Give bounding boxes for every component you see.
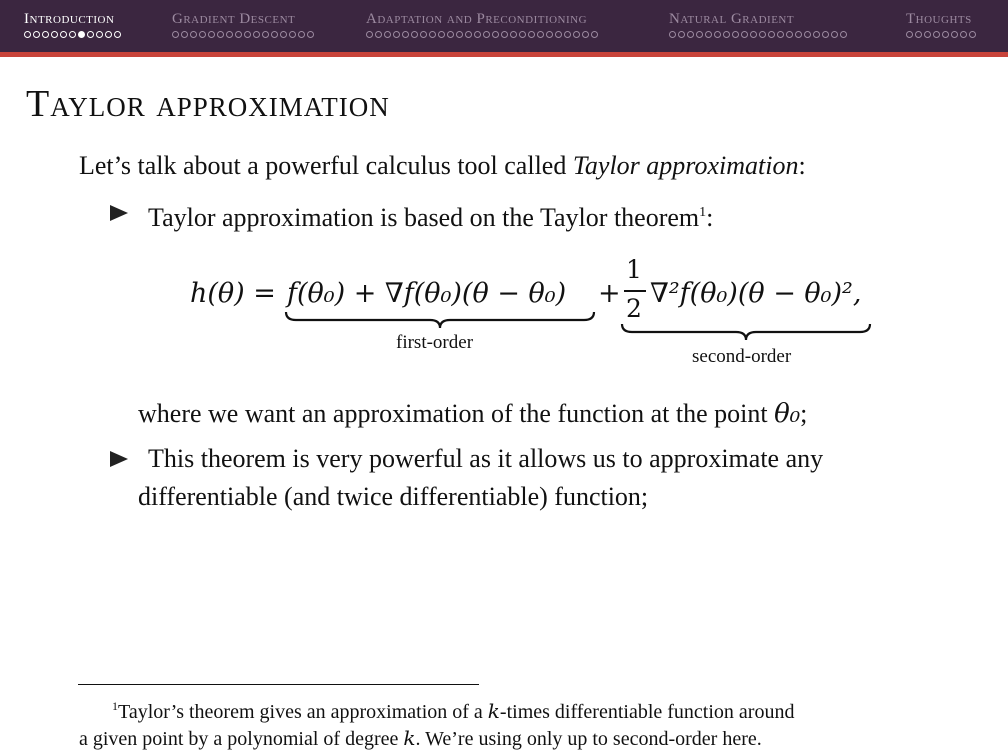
current-slide-dot[interactable] bbox=[78, 31, 85, 38]
footnote-line1-a: Taylor’s theorem gives an approximation of a bbox=[118, 701, 488, 723]
slide-dot[interactable] bbox=[696, 31, 703, 38]
slide-dot[interactable] bbox=[705, 31, 712, 38]
slide-dot[interactable] bbox=[172, 31, 179, 38]
slide-dot[interactable] bbox=[942, 31, 949, 38]
first-order-underbrace bbox=[284, 310, 596, 330]
nav-progress-dots bbox=[669, 31, 847, 38]
slide-dot[interactable] bbox=[759, 31, 766, 38]
where-text-line bbox=[138, 398, 807, 430]
nav-progress-dots bbox=[172, 31, 314, 38]
slide-dot[interactable] bbox=[253, 31, 260, 38]
slide-dot[interactable] bbox=[786, 31, 793, 38]
slide-dot[interactable] bbox=[510, 31, 517, 38]
bullet1-text: Taylor approximation is based on the Taylor theorem bbox=[148, 203, 700, 232]
slide-dot[interactable] bbox=[447, 31, 454, 38]
slide-dot[interactable] bbox=[768, 31, 775, 38]
slide-dot[interactable] bbox=[582, 31, 589, 38]
slide-dot[interactable] bbox=[924, 31, 931, 38]
slide-dot[interactable] bbox=[105, 31, 112, 38]
slide-dot[interactable] bbox=[777, 31, 784, 38]
slide-dot[interactable] bbox=[307, 31, 314, 38]
slide-dot[interactable] bbox=[33, 31, 40, 38]
slide-dot[interactable] bbox=[906, 31, 913, 38]
footnote-line2-a: a given point by a polynomial of degree bbox=[79, 728, 404, 750]
slide-dot[interactable] bbox=[366, 31, 373, 38]
footnote-line1 bbox=[112, 691, 794, 727]
slide-dot[interactable] bbox=[555, 31, 562, 38]
slide-dot[interactable] bbox=[181, 31, 188, 38]
slide-dot[interactable] bbox=[271, 31, 278, 38]
slide-dot[interactable] bbox=[208, 31, 215, 38]
slide-dot[interactable] bbox=[465, 31, 472, 38]
bullet-triangle-icon bbox=[110, 451, 128, 467]
slide-dot[interactable] bbox=[60, 31, 67, 38]
where-text: where we want an approximation of the function at the point bbox=[138, 399, 775, 428]
equation-lhs bbox=[190, 278, 276, 309]
footnote-number: 1 bbox=[112, 699, 118, 713]
slide-dot[interactable] bbox=[393, 31, 400, 38]
intro-emphasis: Taylor approximation bbox=[572, 151, 799, 180]
slide-dot[interactable] bbox=[714, 31, 721, 38]
slide-dot[interactable] bbox=[474, 31, 481, 38]
slide-dot[interactable] bbox=[750, 31, 757, 38]
slide-dot[interactable] bbox=[573, 31, 580, 38]
equation-first-text: f(θ₀) + ∇f(θ₀)(θ − θ₀) bbox=[287, 278, 567, 309]
slide-dot[interactable] bbox=[42, 31, 49, 38]
slide-dot[interactable] bbox=[546, 31, 553, 38]
nav-section-label: Natural Gradient bbox=[669, 11, 795, 27]
slide-dot[interactable] bbox=[384, 31, 391, 38]
equation-second-order-term bbox=[650, 278, 861, 309]
fraction-denominator: 2 bbox=[626, 294, 642, 323]
second-order-underbrace bbox=[620, 322, 872, 342]
slide-dot[interactable] bbox=[262, 31, 269, 38]
nav-section-gradient-descent[interactable] bbox=[172, 10, 314, 38]
footnote-marker: 1 bbox=[699, 205, 707, 220]
navigation-accent-stripe bbox=[0, 52, 1008, 57]
slide-dot[interactable] bbox=[591, 31, 598, 38]
equation-plus: + bbox=[598, 278, 621, 309]
slide-dot[interactable] bbox=[528, 31, 535, 38]
where-suffix: ; bbox=[800, 399, 808, 428]
footnote-line1-b: -times differentiable function around bbox=[499, 701, 795, 723]
slide-dot[interactable] bbox=[723, 31, 730, 38]
slide-dot[interactable] bbox=[822, 31, 829, 38]
slide-dot[interactable] bbox=[235, 31, 242, 38]
slide-dot[interactable] bbox=[114, 31, 121, 38]
slide-dot[interactable] bbox=[96, 31, 103, 38]
slide-dot[interactable] bbox=[804, 31, 811, 38]
slide-dot[interactable] bbox=[969, 31, 976, 38]
footnote-line2-b: . We’re using only up to second-order here. bbox=[415, 728, 762, 750]
intro-text bbox=[79, 150, 806, 182]
slide-dot[interactable] bbox=[840, 31, 847, 38]
first-order-label: first-order bbox=[396, 332, 474, 353]
slide-dot[interactable] bbox=[915, 31, 922, 38]
slide-title: Taylor approximation bbox=[26, 83, 390, 125]
slide-dot[interactable] bbox=[199, 31, 206, 38]
slide-dot[interactable] bbox=[190, 31, 197, 38]
bullet1-suffix: : bbox=[706, 203, 714, 232]
slide-dot[interactable] bbox=[87, 31, 94, 38]
bullet-item-taylor-theorem bbox=[148, 197, 713, 234]
slide-dot[interactable] bbox=[669, 31, 676, 38]
intro-prefix: Let’s talk about a powerful calculus tool called bbox=[79, 151, 573, 180]
footnote-rule bbox=[78, 684, 479, 685]
slide-dot[interactable] bbox=[420, 31, 427, 38]
slide-dot[interactable] bbox=[933, 31, 940, 38]
equation-second-text: ∇²f(θ₀)(θ − θ₀)², bbox=[650, 278, 862, 309]
intro-suffix: : bbox=[798, 151, 806, 180]
slide-dot[interactable] bbox=[519, 31, 526, 38]
fraction-bar bbox=[624, 290, 646, 292]
bullet2-line2: differentiable (and twice differentiable) function; bbox=[138, 482, 649, 511]
slide-dot[interactable] bbox=[960, 31, 967, 38]
slide-dot[interactable] bbox=[280, 31, 287, 38]
theta-zero-symbol: θ₀ bbox=[774, 399, 801, 429]
nav-section-label: Thoughts bbox=[906, 11, 972, 27]
slide-dot[interactable] bbox=[289, 31, 296, 38]
slide-dot[interactable] bbox=[51, 31, 58, 38]
second-order-label: second-order bbox=[692, 346, 792, 367]
equation-first-order-term bbox=[287, 278, 566, 309]
footnote-k: k bbox=[487, 699, 500, 723]
nav-section-label: Gradient Descent bbox=[172, 11, 296, 27]
nav-section-natural-gradient[interactable] bbox=[669, 10, 847, 38]
slide-dot[interactable] bbox=[483, 31, 490, 38]
nav-section-label: Adaptation and Preconditioning bbox=[366, 11, 588, 27]
slide-dot[interactable] bbox=[69, 31, 76, 38]
footnote-line2 bbox=[79, 723, 762, 754]
nav-section-adaptation-preconditioning[interactable] bbox=[366, 10, 598, 38]
slide-dot[interactable] bbox=[226, 31, 233, 38]
slide-dot[interactable] bbox=[217, 31, 224, 38]
slide-dot[interactable] bbox=[795, 31, 802, 38]
nav-progress-dots bbox=[906, 31, 976, 38]
slide-dot[interactable] bbox=[298, 31, 305, 38]
slide-dot[interactable] bbox=[429, 31, 436, 38]
slide-dot[interactable] bbox=[492, 31, 499, 38]
nav-section-thoughts[interactable] bbox=[906, 10, 976, 38]
nav-progress-dots bbox=[24, 31, 121, 38]
slide-dot[interactable] bbox=[951, 31, 958, 38]
slide-dot[interactable] bbox=[741, 31, 748, 38]
slide-dot[interactable] bbox=[813, 31, 820, 38]
slide-dot[interactable] bbox=[687, 31, 694, 38]
slide-dot[interactable] bbox=[375, 31, 382, 38]
fraction-numerator: 1 bbox=[626, 255, 642, 284]
slide-dot[interactable] bbox=[564, 31, 571, 38]
slide-dot[interactable] bbox=[501, 31, 508, 38]
slide-dot[interactable] bbox=[438, 31, 445, 38]
slide-dot[interactable] bbox=[24, 31, 31, 38]
nav-section-label: Introduction bbox=[24, 11, 115, 27]
slide-dot[interactable] bbox=[732, 31, 739, 38]
slide-dot[interactable] bbox=[537, 31, 544, 38]
equation-lhs-text: h(θ) = bbox=[190, 278, 276, 309]
bullet-triangle-icon bbox=[110, 205, 128, 221]
slide-dot[interactable] bbox=[244, 31, 251, 38]
nav-section-introduction[interactable] bbox=[24, 10, 121, 38]
bullet2-line1: This theorem is very powerful as it allows us to approximate any bbox=[148, 444, 824, 473]
slide-dot[interactable] bbox=[831, 31, 838, 38]
slide-dot[interactable] bbox=[411, 31, 418, 38]
footnote-k: k bbox=[403, 726, 416, 750]
slide-dot[interactable] bbox=[456, 31, 463, 38]
slide-dot[interactable] bbox=[402, 31, 409, 38]
nav-progress-dots bbox=[366, 31, 598, 38]
slide-dot[interactable] bbox=[678, 31, 685, 38]
